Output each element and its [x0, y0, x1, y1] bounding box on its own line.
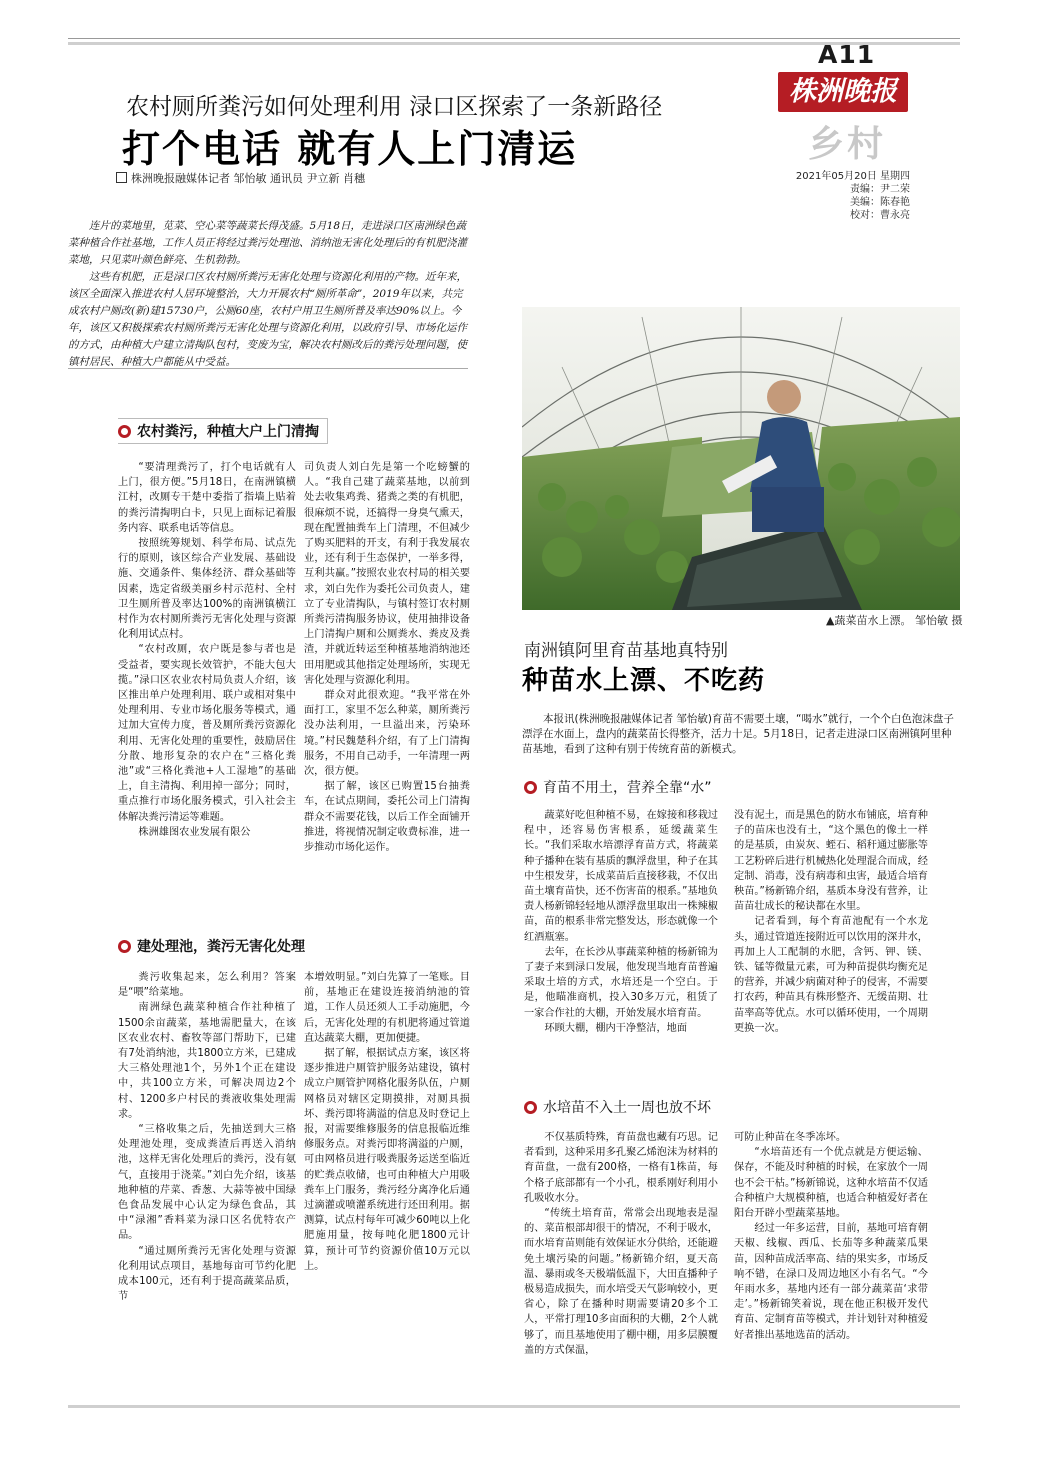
article1-s2-col1: [118, 970, 296, 1304]
article1-subhead-1: [118, 418, 328, 444]
paragraph: 没有泥土，而是黑色的防水布铺底，培育种子的苗床也没有土，“这个黑色的像土一样的是基质，由炭灰、蛭石、稻秆通过膨胀等工艺粉碎后进行机械热化处理混合而成，经定制、消毒，没有病毒和虫害，最适合培育秧苗。”杨新锦介绍，基质本身没有营养，让苗苗壮成长的秘诀都在水里。: [734, 810, 928, 913]
page-meta: [786, 170, 910, 222]
paragraph: 群众对此很欢迎。“我平常在外面打工，家里不怎么种菜，厕所粪污没办法利用，一旦溢出来，污染环境。”村民魏楚科介绍，有了上门清掏服务，不用自己动手，一年清理一两次，很方便。: [304, 690, 470, 778]
subhead-text: 建处理池，粪污无害化处理: [137, 939, 305, 955]
paragraph: “农村改厕，农户既是参与者也是受益者，要实现长效管护，不能大包大揽。”渌口区农业农村局负责人介绍，该区推出单户处理利用、联户或相对集中处理利用、专业市场化服务等模式，通过加大宣传力度，普及厕所粪污资源化利用、无害化处理的重要性，鼓励居住分散、地形复杂的农户在“三格化粪池”或“三格化粪池+人工湿地”的基础上，自主清掏、利用掉一部分；同时，重点推行市场化服务模式，引入社会主体解决粪污清运等难题。: [118, 644, 296, 823]
paragraph: 去年，在长沙从事蔬菜种植的杨新锦为了妻子来到渌口发展，他发现当地育苗普遍采取土培的方式，水培还是一个空白。于是，他瞄准商机，投入30多万元，租赁了一家合作社的大棚，开始发展水培育苗。: [524, 946, 718, 1019]
paragraph: 记者看到，每个育苗池配有一个水龙头，通过管道连接附近可以饮用的深井水，再加上人工配制的水肥，含钙、钾、镁、铁、锰等微量元素，可为种苗提供均衡充足的营养，并减少病菌对种子的侵害，不需要打农药，种苗具有株形整齐、无缓苗期、壮苗率高等优点。水可以循环使用，一个周期更换一次。: [734, 916, 928, 1034]
article2-s2-col1: [524, 1130, 718, 1358]
article2-s2-col2: [734, 1130, 928, 1343]
article1-byline: [116, 170, 365, 186]
paragraph: “通过厕所粪污无害化处理与资源化利用试点项目，基地每亩可节约化肥成本100元，还有利于提高蔬菜品质，节: [118, 1245, 296, 1303]
paragraph: 南洲绿色蔬菜种植合作社种植了1500余亩蔬菜，基地需肥量大，在该区农业农村、畜牧等部门帮助下，已建有7处消纳池，共1800立方米，已建成大三格处理池1个，另外1个正在建设中，共100立方米，可解决周边2个村、1200多户村民的粪液收集处理需求。: [118, 1002, 296, 1120]
paragraph: 按照统筹规划、科学布局、试点先行的原则，该区综合产业发展、基础设施、交通条件、集体经济、群众基础等因素，选定省级美丽乡村示范村、全村卫生厕所普及率达100%的南洲镇横江村作为农村厕所粪污无害化处理与资源化利用试点村。: [118, 538, 296, 641]
bottom-rule: [68, 1405, 960, 1408]
paragraph: “传统土培育苗，常常会出现地表是湿的、菜苗根部却很干的情况，不利于吸水，而水培育苗则能有效保证水分供给，还能避免土壤污染的问题。”杨新锦介绍，夏天高温、暴雨或冬天极端低温下，大田直播种子极易造成损失，而水培受天气影响较小，更省心，除了在播种时期需要请20多个工人，平常打理10多亩面积的大棚，2个人就够了，而且基地使用了棚中棚，用多层膜覆盖的方式保温，: [524, 1208, 718, 1356]
paragraph: 可防止种苗在冬季冻坏。: [734, 1132, 847, 1143]
bullet-ring-icon: [118, 425, 131, 438]
photo-caption: ▲蔬菜苗水上漂。 邹怡敏 摄: [826, 614, 963, 627]
article2-kicker: 南洲镇阿里育苗基地真特别: [524, 641, 728, 661]
article2-subhead-1: [524, 775, 712, 799]
editor-credit: 责编：尹二荣: [850, 184, 910, 195]
paragraph: “三格收集之后，先抽送到大三格处理池处理，变成粪渣后再送入消纳池，这样无害化处理后的粪污，没有氨气，直接用于浇菜。”刘白先介绍，该基地种植的芹菜、香葱、大蒜等被中国绿色食品发展中心认定为绿色食品，其中“渌湘”香料菜为渌口区名优特农产品。: [118, 1124, 296, 1242]
paragraph: 本增效明显。”刘白先算了一笔账。目前，基地正在建设连接消纳池的管道，工作人员还须人工手动施肥，今后，无害化处理的有机肥将通过管道直达蔬菜大棚，更加便捷。: [304, 972, 470, 1044]
byline-box-icon: [116, 172, 127, 183]
issue-date: 2021年05月20日 星期四: [795, 171, 910, 182]
page-number: A11: [818, 40, 876, 69]
article2-subhead-2: [524, 1095, 711, 1119]
bullet-ring-icon: [524, 1101, 537, 1114]
subhead-text: 育苗不用土，营养全靠“水”: [543, 780, 712, 796]
section-title: 乡村: [808, 123, 887, 165]
paragraph: 蔬菜好吃但种植不易，在嫁接和移栽过程中，还容易伤害根系，延缓蔬菜生长。“我们采取水培漂浮育苗方式，将蔬菜种子播种在装有基质的飘浮盘里，种子在其中生根发芽，长成菜苗后直接移栽，不仅出苗土壤育苗快，还不伤害苗的根系。”基地负责人杨新锦轻轻地从漂浮盘里取出一株辣椒苗，苗的根系非常完整发达，形态就像一个红酒瓶塞。: [524, 810, 718, 943]
proofreader-credit: 校对：曹永亮: [850, 210, 910, 221]
paragraph: 不仅基质特殊，育苗盘也藏有巧思。记者看到，这种采用多孔聚乙烯泡沫为材料的育苗盘，一盘有200格，一格有1株苗，每个格子底部都有一个小孔，根系刚好利用小孔吸收水分。: [524, 1132, 718, 1204]
article1-kicker: 农村厕所粪污如何处理利用 渌口区探索了一条新路径: [126, 94, 663, 120]
article1-s1-col2: [304, 460, 470, 855]
paragraph: 株洲雄图农业发展有限公: [138, 826, 251, 838]
intro-paragraph: 连片的菜地里，苋菜、空心菜等蔬菜长得茂盛。5月18日，走进渌口区南洲绿色蔬菜种植合作社基地，工作人员正将经过粪污处理池、消纳池无害化处理后的有机肥浇灌菜地，只见菜叶颜色鲜亮、生机勃勃。: [68, 220, 467, 266]
greenhouse-photo: [522, 307, 960, 610]
paragraph: “要清理粪污了，打个电话就有人上门，很方便。”5月18日，在南洲镇横江村，改厕专干楚中委指了指墙上贴着的粪污清掏明白卡，只见上面标记着服务内容、联系电话等信息。: [118, 462, 296, 534]
masthead-logo: 株洲晚报: [778, 72, 908, 112]
article1-headline: 打个电话 就有人上门清运: [122, 126, 578, 171]
intro-paragraph: 这些有机肥，正是渌口区农村厕所粪污无害化处理与资源化利用的产物。近年来，该区全面深入推进农村人居环境整治，大力开展农村“厕所革命”，2019年以来，共完成农村户厕改(新)建15730户，公厕60座，农村户用卫生厕所普及率达90%以上。今年，该区又积极探索农村厕所粪污无害化处理与资源化利用，以政府引导、市场化运作的方式，由种植大户建立清掏队包村，变废为宝，解决农村厕改后的粪污处理问题，使镇村居民、种植大户都能从中受益。: [68, 271, 467, 368]
lead-paragraph: 本报讯(株洲晚报融媒体记者 邹怡敏)育苗不需要土壤，“喝水”就行，一个个白色泡沫盘子漂浮在水面上，盘内的蔬菜苗长得整齐，活力十足。5月18日，记者走进渌口区南洲镇阿里种苗基地，看到了这种有别于传统育苗的新模式。: [522, 713, 954, 755]
paragraph: 粪污收集起来，怎么利用？答案是“喂”给菜地。: [118, 972, 296, 999]
top-rule: [68, 38, 960, 39]
article2-headline: 种苗水上漂、不吃药: [522, 666, 766, 696]
paragraph: “水培苗还有一个优点就是方便运输、保存，不能及时种植的时候，在家放个一周也不会干枯。”杨新锦说，这种水培苗不仅适合种植户大规模种植，也适合种植爱好者在阳台开辟小型蔬菜基地。: [734, 1147, 928, 1220]
article2-s1-col1: [524, 808, 718, 1036]
article1-s1-col1: [118, 460, 296, 840]
bullet-ring-icon: [118, 940, 131, 953]
byline-text: 株洲晚报融媒体记者 邹怡敏 通讯员 尹立新 肖穗: [131, 172, 365, 185]
intro-divider: [68, 368, 468, 369]
paragraph: 环顾大棚，棚内干净整洁，地面: [544, 1022, 688, 1034]
article1-subhead-2: [118, 934, 305, 958]
bullet-ring-icon: [524, 781, 537, 794]
subhead-text: 水培苗不入土一周也放不坏: [543, 1100, 711, 1116]
article2-s1-col2: [734, 808, 928, 1036]
article1-s2-col2: [304, 970, 470, 1274]
article1-intro: [68, 218, 468, 371]
paragraph: 经过一年多运营，目前，基地可培育朝天椒、线椒、西瓜、长茄等多种蔬菜瓜果苗，因种苗成活率高、结的果实多，市场反响不错，在渌口及周边地区小有名气。“今年雨水多，基地内还有一部分蔬菜苗‘求带走’。”杨新锦笑着说，现在他正积极开发代育苗、定制育苗等模式，并计划针对种植爱好者推出基地选苗的活动。: [734, 1223, 928, 1341]
paragraph: 据了解，该区已购置15台抽粪车，在试点期间，委托公司上门清掏群众不需要花钱，以后工作全面铺开推进，将视情况制定收费标准，进一步推动市场化运作。: [304, 781, 470, 854]
article2-lead: [522, 712, 960, 757]
paragraph: 司负责人刘白先是第一个吃螃蟹的人。“我自己建了蔬菜基地，以前到处去收集鸡粪、猪粪之类的有机肥，很麻烦不说，还搞得一身臭气熏天，现在配置抽粪车上门清理，不但减少了购买肥料的开支，有利于我发展农业，还有利于生态保护，一举多得，互利共赢。”按照农业农村局的相关要求，刘白先作为委托公司负责人，建立了专业清掏队，与镇村签订农村厕所粪污清掏服务协议，使用抽排设备上门清掏户厕和公厕粪水、粪皮及粪渣，并就近转运至种植基地消纳池还田用肥或其他指定处理场所，实现无害化处理与资源化利用。: [304, 462, 470, 686]
subhead-text: 农村粪污，种植大户上门清掏: [137, 424, 319, 440]
designer-credit: 美编：陈春艳: [850, 197, 910, 208]
paragraph: 据了解，根据试点方案，该区将逐步推进户厕管护服务站建设，镇村成立户厕管护网格化服务队伍，户厕网格员对辖区定期摸排，对厕具损坏、粪污即将满溢的信息及时登记上报，对需要维修服务的信息报临近维修服务点。对粪污即将满溢的户厕，可由网格员进行吸粪服务运送至临近的贮粪点收储，也可由种植大户用吸粪车上门服务，粪污经分离净化后通过滴灌或喷灌系统进行还田利用。据测算，试点村每年可减少60吨以上化肥施用量，按每吨化肥1800元计算，预计可节约资源价值10万元以上。: [304, 1048, 470, 1272]
